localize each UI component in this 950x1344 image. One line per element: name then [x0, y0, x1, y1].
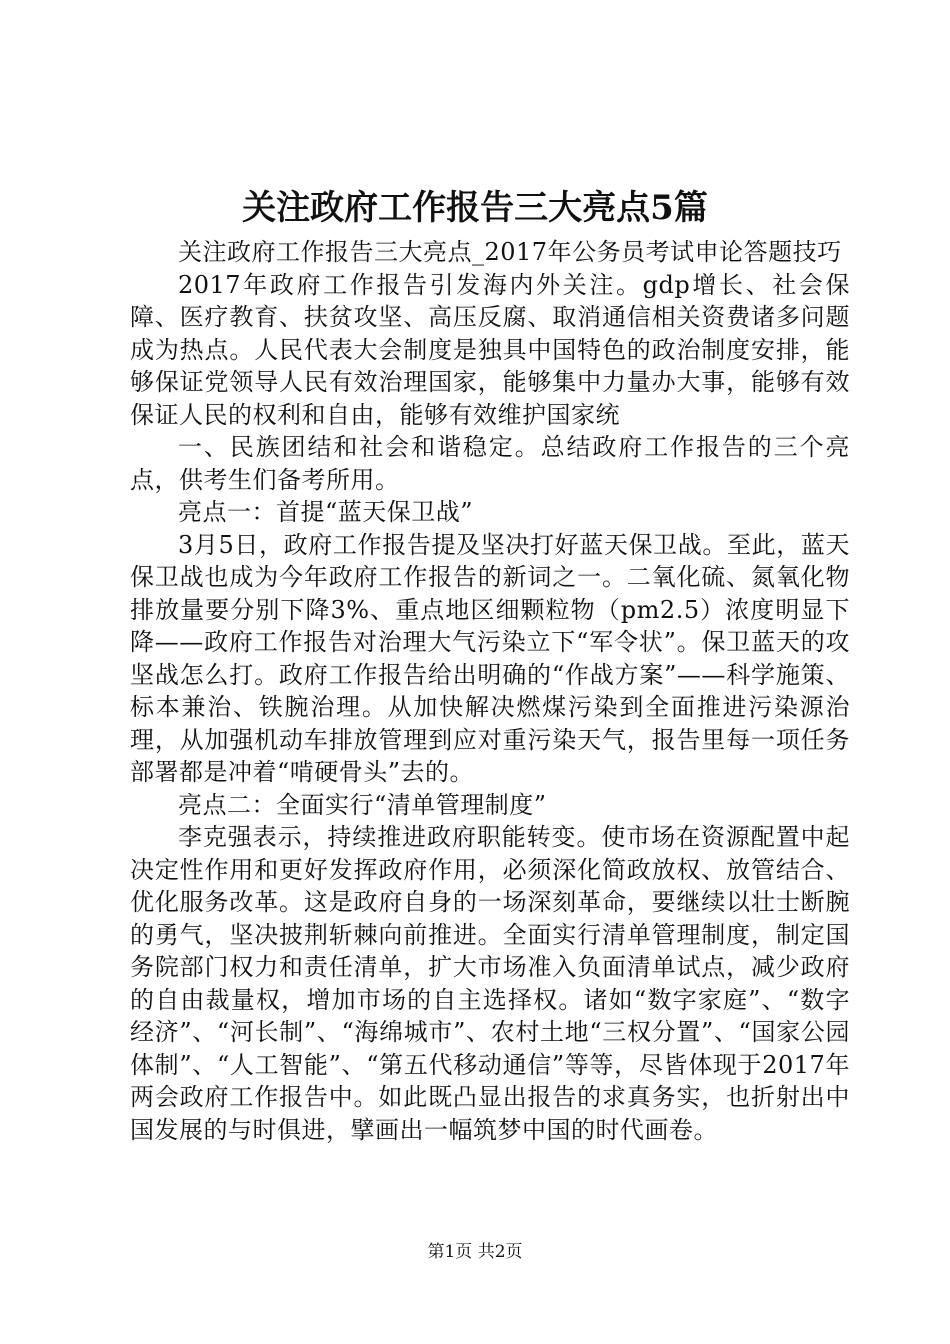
document-title: 关注政府工作报告三大亮点5篇 [242, 188, 708, 228]
paragraph-intro: 2017年政府工作报告引发海内外关注。gdp增长、社会保障、医疗教育、扶贫攻坚、高压反腐、取消通信相关资费诸多问题成为热点。人民代表大会制度是独具中国特色的政治制度安排，能够保证党领导人民有效治理国家，能够集中力量办大事，能够有效保证人民的权利和自由，能够有效维护国家统 [130, 270, 850, 429]
document-body [130, 236, 850, 1146]
paragraph-overview: 一、民族团结和社会和谐稳定。总结政府工作报告的三个亮点，供考生们备考所用。 [130, 433, 850, 494]
heading-highlight-two: 亮点二：全面实行“清单管理制度” [178, 790, 547, 819]
paragraph-subtitle: 关注政府工作报告三大亮点_2017年公务员考试申论答题技巧 [178, 238, 842, 266]
heading-highlight-one: 亮点一：首提“蓝天保卫战” [178, 498, 474, 526]
paragraph-highlight-one: 3月5日，政府工作报告提及坚决打好蓝天保卫战。至此，蓝天保卫战也成为今年政府工作报告的新词之一。二氧化硫、氮氧化物排放量要分别下降3%、重点地区细颗粒物（pm2.5）浓度明显下降——政府工作报告对治理大气污染立下“军令状”。保卫蓝天的攻坚战怎么打。政府工作报告给出明确的“作战方案”——科学施策、标本兼治、铁腕治理。从加快解决燃煤污染到全面推进污染源治理，从加强机动车排放管理到应对重污染天气，报告里每一项任务部署都是冲着“啃硬骨头”去的。 [130, 530, 850, 786]
paragraph-highlight-two: 李克强表示，持续推进政府职能转变。使市场在资源配置中起决定性作用和更好发挥政府作用，必须深化简政放权、放管结合、优化服务改革。这是政府自身的一场深刻革命，要继续以壮士断腕的勇气，坚决披荆斩棘向前推进。全面实行清单管理制度，制定国务院部门权力和责任清单，扩大市场准入负面清单试点，减少政府的自由裁量权，增加市场的自主选择权。诸如“数字家庭”、“数字经济”、“河长制”、“海绵城市”、农村土地“三权分置”、“国家公园体制”、“人工智能”、“第五代移动通信”等等，尽皆体现于2017年两会政府工作报告中。如此既凸显出报告的求真务实，也折射出中国发展的与时俱进，擘画出一幅筑梦中国的时代画卷。 [130, 823, 850, 1144]
page-footer: 第1页 共2页 [427, 1242, 523, 1262]
